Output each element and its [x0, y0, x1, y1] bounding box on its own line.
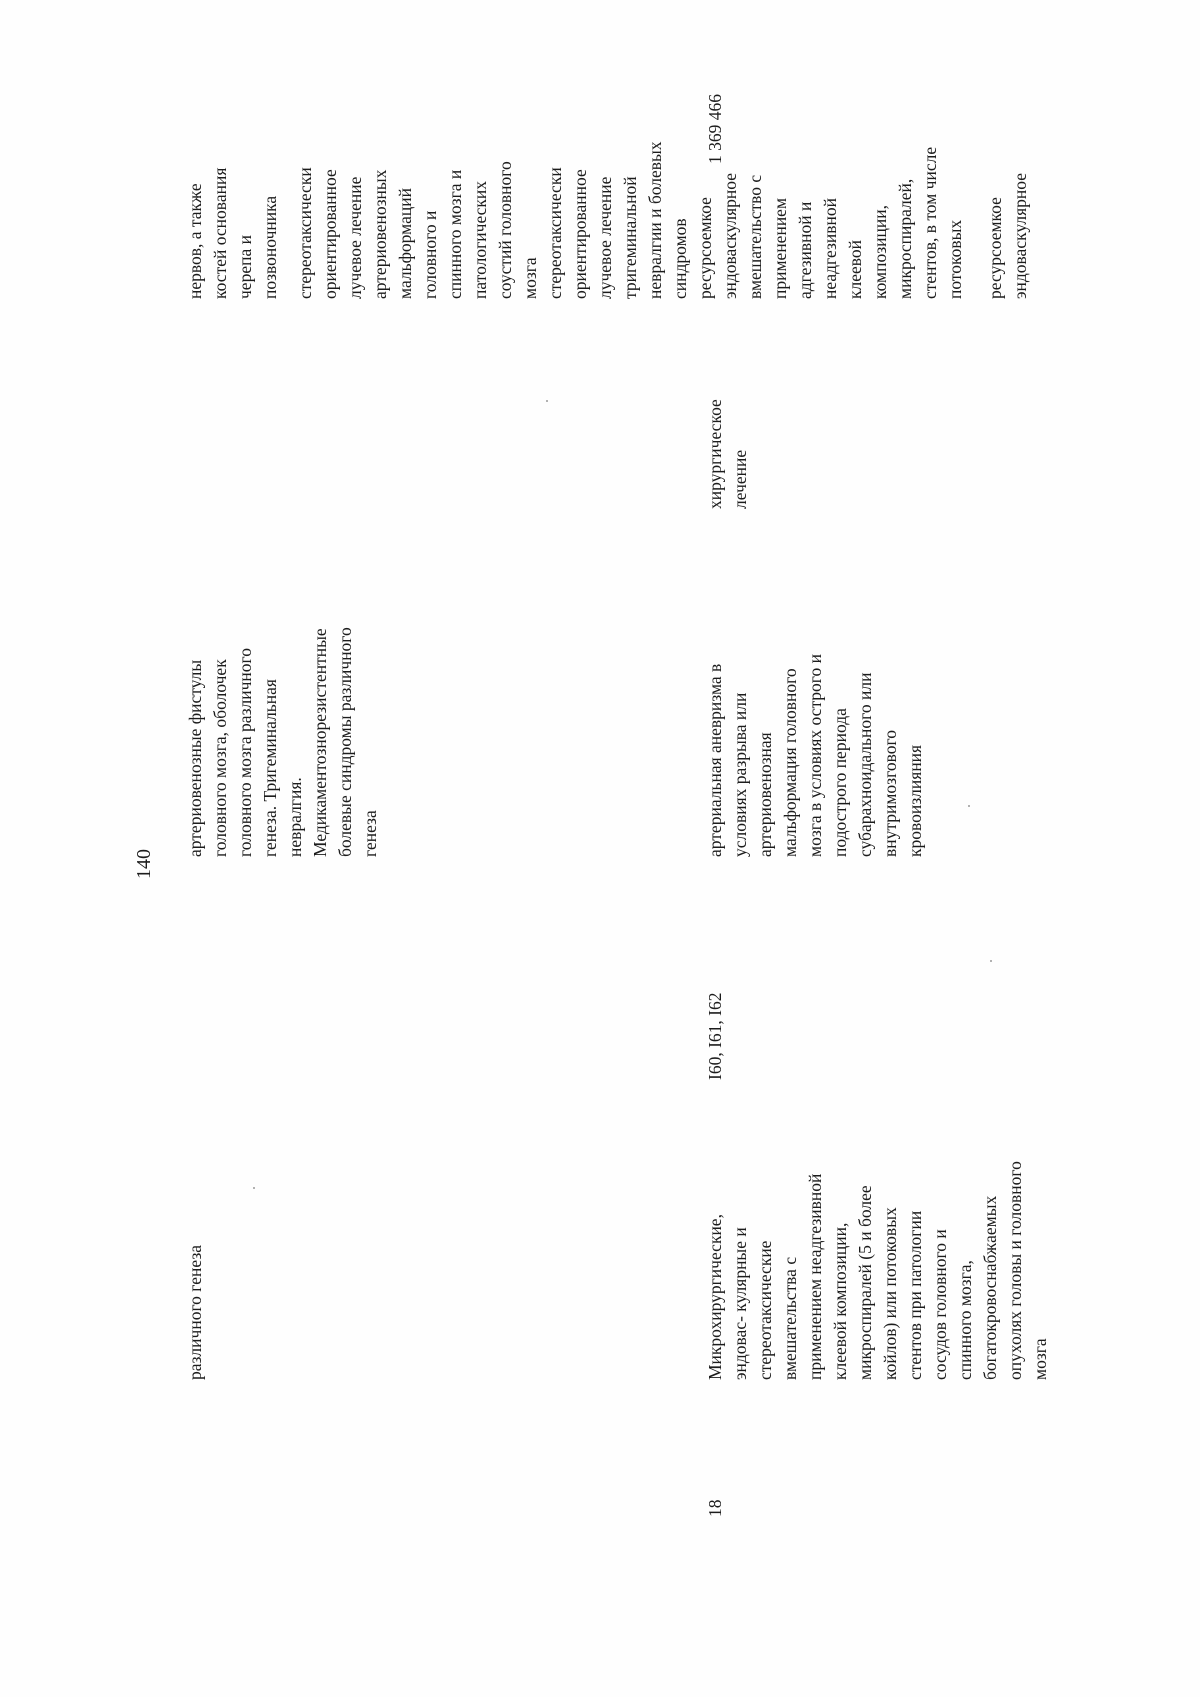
text-line: ориентированное — [320, 169, 340, 299]
text-line: Медикаментознорезистентные — [310, 628, 330, 857]
text-line: микроспиралей (5 и более — [855, 1185, 875, 1380]
text-line: клеевой композиции, — [830, 1222, 850, 1380]
text-line: головного и — [420, 210, 440, 299]
row-diagnosis — [703, 654, 928, 857]
row-method-1 — [693, 147, 968, 299]
text-line: стереотаксически — [295, 167, 315, 299]
text-line: вмешательства с — [780, 1256, 800, 1380]
row-cost: 1 369 466 — [705, 94, 725, 164]
text-line: лучевое лечение — [345, 176, 365, 299]
text-line: условиях разрыва или — [730, 692, 750, 857]
scan-speck — [546, 400, 548, 402]
scan-speck — [253, 1187, 255, 1189]
scan-speck — [968, 805, 970, 807]
text-line: потоковых — [945, 219, 965, 299]
text-line: болевые синдромы различного — [335, 627, 355, 857]
text-line: клеевой — [845, 239, 865, 299]
text-line: мозга — [1030, 1338, 1050, 1380]
text-line: артериовенозная — [755, 732, 775, 857]
text-line: мальформация головного — [780, 668, 800, 857]
text-line: генеза. Тригеминальная — [260, 679, 280, 857]
text-line: богатокровоснабжаемых — [980, 1195, 1000, 1380]
text-line: Микрохирургические, — [705, 1214, 725, 1380]
text-line: вмешательство с — [745, 174, 765, 299]
text-line: эндоваскулярное — [1010, 173, 1030, 299]
prev-row-method-3 — [543, 141, 693, 299]
text-line: головного мозга, оболочек — [210, 659, 230, 857]
text-line: лучевое лечение — [595, 176, 615, 299]
scan-speck — [990, 960, 992, 962]
prev-row-name-continuation — [183, 1245, 208, 1380]
text-line: применением неадгезивной — [805, 1173, 825, 1380]
row-number: 18 — [705, 1499, 725, 1517]
text-line: субарахноидального или — [855, 672, 875, 857]
prev-row-diagnosis — [183, 627, 383, 857]
text-line: артериовенозные фистулы — [185, 659, 205, 857]
text-line: эндоваскулярное — [720, 173, 740, 299]
text-line: стереотаксически — [545, 167, 565, 299]
text-line: спинного мозга и — [445, 169, 465, 299]
text-line: хирургическое — [705, 399, 725, 509]
text-line: позвоночника — [260, 195, 280, 299]
text-line: подострого периода — [830, 708, 850, 857]
text-line: ресурсоемкое — [985, 197, 1005, 299]
text-line: спинного мозга, — [955, 1260, 975, 1380]
text-line: койлов) или потоковых — [880, 1207, 900, 1380]
row-method-2 — [983, 173, 1033, 299]
text-line: синдромов — [670, 218, 690, 299]
text-line: костей основания — [210, 167, 230, 299]
text-line: артериальная аневризма в — [705, 663, 725, 857]
prev-row-method-2 — [293, 161, 543, 299]
text-line: артериовенозных — [370, 169, 390, 299]
text-line: мозга в условиях острого и — [805, 653, 825, 857]
text-line: микроспиралей, — [895, 178, 915, 299]
row-treatment-type — [703, 399, 753, 509]
text-line: головного мозга различного — [235, 648, 255, 857]
text-line: генеза — [360, 810, 380, 857]
text-line: мальформаций — [395, 188, 415, 299]
text-line: стентов, в том числе — [920, 146, 940, 299]
row-name — [703, 1161, 1053, 1380]
text-line: патологических — [470, 180, 490, 299]
text-line: нервов, а также — [185, 183, 205, 299]
text-line: композиции, — [870, 205, 890, 299]
text-line: соустий головного — [495, 161, 515, 299]
text-line: невралгии и болевых — [645, 141, 665, 299]
text-line: черепа и — [235, 235, 255, 299]
text-line: мозга — [520, 257, 540, 299]
text-line: ресурсоемкое — [695, 197, 715, 299]
page-number: 140 — [133, 849, 155, 879]
text-line: лечение — [730, 449, 750, 509]
text-line: внутримозгового — [880, 730, 900, 857]
text-line: невралгия. — [285, 777, 305, 857]
row-icd-codes: I60, I61, I62 — [705, 992, 725, 1080]
text-line: кровоизлияния — [905, 744, 925, 857]
text-line: сосудов головного и — [930, 1229, 950, 1380]
text-line: опухолях головы и головного — [1005, 1161, 1025, 1380]
text-line: неадгезивной — [820, 198, 840, 299]
text-line: различного генеза — [185, 1244, 205, 1380]
text-line: эндовас- кулярные и — [730, 1227, 750, 1380]
prev-row-method-1 — [183, 168, 283, 299]
text-line: адгезивной и — [795, 201, 815, 299]
text-line: стереотаксические — [755, 1240, 775, 1380]
text-line: тригеминальной — [620, 176, 640, 299]
text-line: стентов при патологии — [905, 1210, 925, 1380]
text-line: применением — [770, 197, 790, 299]
text-line: ориентированное — [570, 169, 590, 299]
